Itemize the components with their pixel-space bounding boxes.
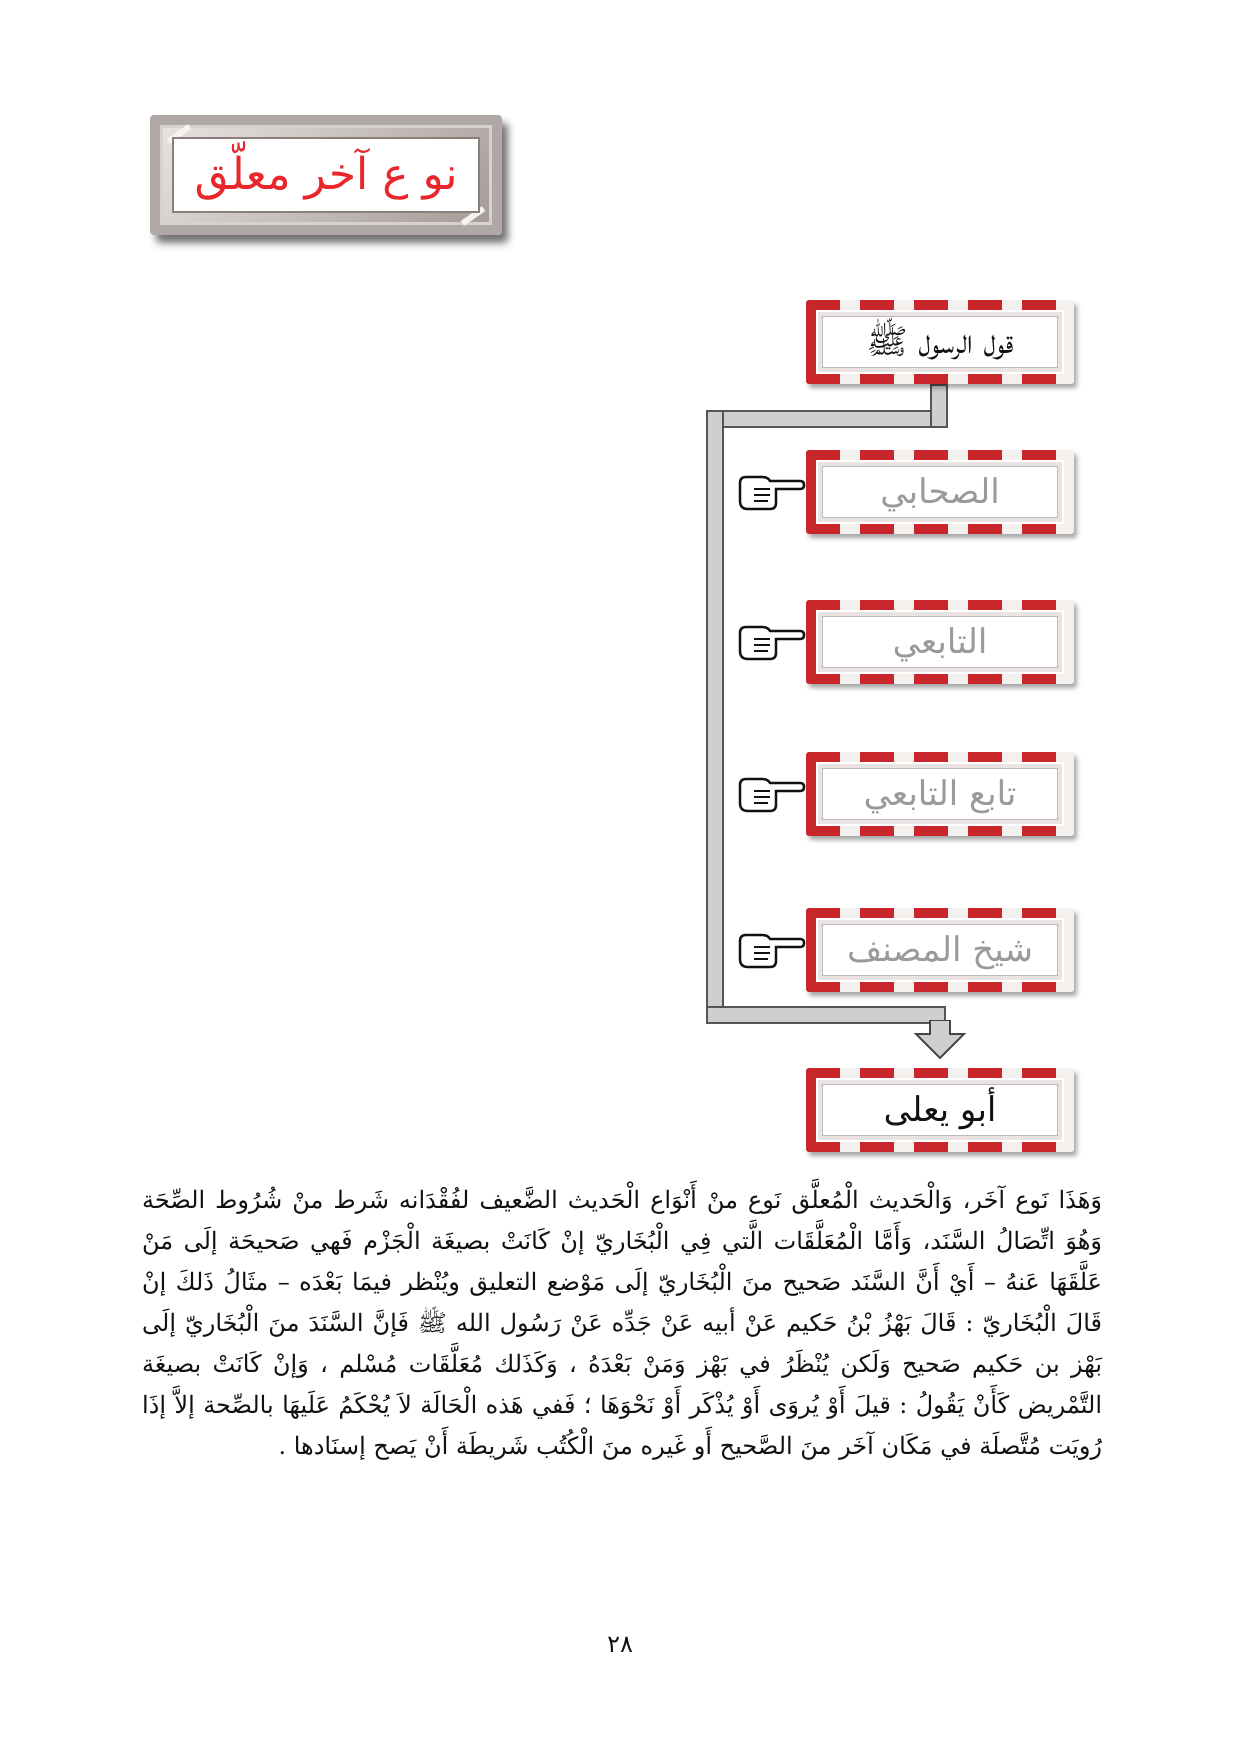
body-paragraph: وَهَذَا نَوع آخَر، وَالْحَديث الْمُعلَّق نَوع منْ أَنْوَاع الْحَديث الضَّعيف لفُقْدَانه شَرط منْ شُرُوط الصِّحَة وَهُوَ اتِّصَالُ السَّنَد، وَأَمَّا الْمُعَلَّقَات الَّتي فِي الْبُخَاريّ إنْ كَانَتْ بصيغَة الْجَزْم فَهي صَحيحَة إلَى مَنْ عَلَّقَهَا عَنهُ – أَيْ أَنَّ السَّنَد صَحيح منَ الْبُخَاريّ إلَى مَوْضع التعليق ويُنْظر فيمَا بَعْدَه – مثَالُ ذَلكَ إنْ قَالَ الْبُخَاريّ : قَالَ بَهْزُ بْنُ حَكيم عَنْ أبيه عَنْ جَدِّه عَنْ رَسُول الله ﷺ فَإنَّ السَّنَدَ منَ الْبُخَاريّ إلَى بَهْز بن حَكيم صَحيح وَلَكن يُنْظَرُ في بَهْز وَمَنْ بَعْدَهُ ، وَكَذَلك مُعَلَّقَات مُسْلم ، وَإنْ كَانَتْ بصيغَة التَّمْريض كَأَنْ يَقُولُ : قيلَ أَوْ يُروَى أَوْ يُذْكَر أَوْ نَحْوَهَا ؛ فَفي هَذه الْحَالَة لاَ يُحْكَمُ عَلَيهَا بالصِّحة إلاَّ إذَا رُويَت مُتَّصلَة في مَكَان آخَر منَ الصَّحيح أَو غَيره منَ الْكُتُب شَريطَة أَنْ يَصح إسنَادها . xyxy=(142,1186,1102,1460)
pointing-hand-icon xyxy=(736,931,806,971)
box-inner xyxy=(818,462,1062,522)
connector-vertical xyxy=(706,410,724,1022)
box-inner xyxy=(818,612,1062,672)
pointing-hand-icon xyxy=(736,473,806,513)
chain-box-bottom xyxy=(806,1068,1074,1152)
chain-item-label: الصحابي xyxy=(880,472,1000,512)
chain-item-label: تابع التابعي xyxy=(863,774,1017,814)
chain-top-label: قول الرسول ﷺ xyxy=(866,322,1014,362)
chain-item-label: شيخ المصنف xyxy=(847,930,1033,970)
chain-box-sahabi xyxy=(806,450,1074,534)
box-inner xyxy=(818,1080,1062,1140)
chain-item-label: التابعي xyxy=(892,622,988,662)
connector-top-horizontal xyxy=(706,410,946,428)
down-arrow-icon xyxy=(914,1020,966,1060)
pointing-hand-icon xyxy=(736,623,806,663)
connector-top-vertical xyxy=(930,384,948,428)
box-inner xyxy=(818,764,1062,824)
box-inner xyxy=(818,920,1062,980)
chain-box-top xyxy=(806,300,1074,384)
page-title: نو ع آخر معلّق xyxy=(194,149,458,200)
box-inner xyxy=(818,312,1062,372)
chain-bottom-label: أبو يعلى xyxy=(883,1090,997,1130)
connector-bottom-horizontal xyxy=(706,1006,946,1024)
title-plaque xyxy=(150,115,502,235)
page-number: ٢٨ xyxy=(607,1630,633,1658)
pointing-hand-icon xyxy=(736,775,806,815)
chain-box-tabi-tabii xyxy=(806,752,1074,836)
chain-box-shaykh xyxy=(806,908,1074,992)
title-inner xyxy=(172,137,480,213)
chain-box-tabii xyxy=(806,600,1074,684)
